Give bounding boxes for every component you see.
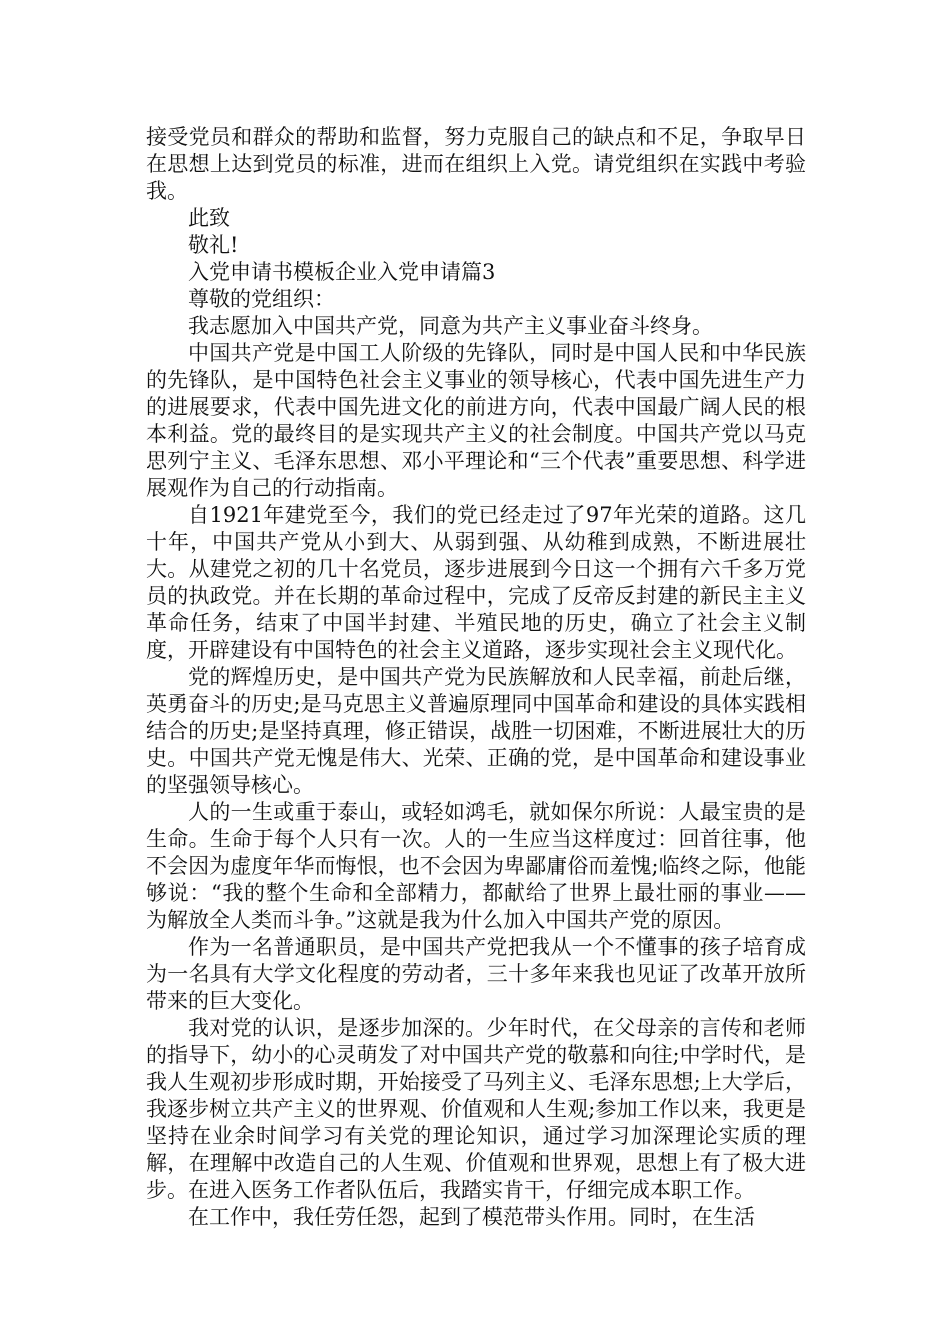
closing-regards: 敬礼! [188, 233, 239, 257]
paragraph-life-meaning: 人的一生或重于泰山，或轻如鸿毛，就如保尔所说：人最宝贵的是生命。生命于每个人只有一次。人的一生应当这样度过：回首往事，他不会因为虚度年华而悔恨，也不会因为卑鄙庸俗而羞愧;临终之际，他能够说：“我的整个生命和全部精力，都献给了世界上最壮丽的事业——为解放全人类而斗争。”这就是我为什么加入中国共产党的原因。 [146, 800, 806, 932]
paragraph-employee: 作为一名普通职员，是中国共产党把我从一个不懂事的孩子培育成为一名具有大学文化程度的劳动者，三十多年来我也见证了改革开放所带来的巨大变化。 [146, 935, 806, 1013]
paragraph-understanding: 我对党的认识，是逐步加深的。少年时代，在父母亲的言传和老师的指导下，幼小的心灵萌发了对中国共产党的敬慕和向往;中学时代，是我人生观初步形成时期，开始接受了马列主义、毛泽东思想;上大学后，我逐步树立共产主义的世界观、价值观和人生观;参加工作以来，我更是坚持在业余时间学习有关党的理论知识，通过学习加深理论实质的理解，在理解中改造自己的人生观、价值观和世界观，思想上有了极大进步。在进入医务工作者队伍后，我踏实肯干，仔细完成本职工作。 [146, 1016, 806, 1202]
paragraph-pledge: 我志愿加入中国共产党，同意为共产主义事业奋斗终身。 [188, 314, 713, 338]
paragraph-work: 在工作中，我任劳任怨，起到了模范带头作用。同时，在生活 [188, 1205, 755, 1229]
paragraph-party-history: 自1921年建党至今，我们的党已经走过了97年光荣的道路。这几十年，中国共产党从小到大、从弱到强、从幼稚到成熟，不断进展壮大。从建党之初的几十名党员，逐步进展到今日这一个拥有六千多万党员的执政党。并在长期的革命过程中，完成了反帝反封建的新民主主义革命任务，结束了中国半封建、半殖民地的历史，确立了社会主义制度，开辟建设有中国特色的社会主义道路，逐步实现社会主义现代化。 [146, 503, 806, 662]
document-page [146, 124, 806, 1231]
paragraph-1: 接受党员和群众的帮助和监督，努力克服自己的缺点和不足，争取早日在思想上达到党员的标准，进而在组织上入党。请党组织在实践中考验我。 [146, 125, 806, 203]
paragraph-glorious-history: 党的辉煌历史，是中国共产党为民族解放和人民幸福，前赴后继，英勇奋斗的历史;是马克思主义普遍原理同中国革命和建设的具体实践相结合的历史;是坚持真理，修正错误，战胜一切困难，不断进展壮大的历史。中国共产党无愧是伟大、光荣、正确的党，是中国革命和建设事业的坚强领导核心。 [146, 665, 806, 797]
section-title: 入党申请书模板企业入党申请篇3 [188, 260, 496, 284]
closing-salutation: 此致 [188, 206, 230, 230]
letter-greeting: 尊敬的党组织： [188, 287, 335, 311]
paragraph-party-nature: 中国共产党是中国工人阶级的先锋队，同时是中国人民和中华民族的先锋队，是中国特色社会主义事业的领导核心，代表中国先进生产力的进展要求，代表中国先进文化的前进方向，代表中国最广阔人民的根本利益。党的最终目的是实现共产主义的社会制度。中国共产党以马克思列宁主义、毛泽东思想、邓小平理论和“三个代表”重要思想、科学进展观作为自己的行动指南。 [146, 341, 806, 500]
